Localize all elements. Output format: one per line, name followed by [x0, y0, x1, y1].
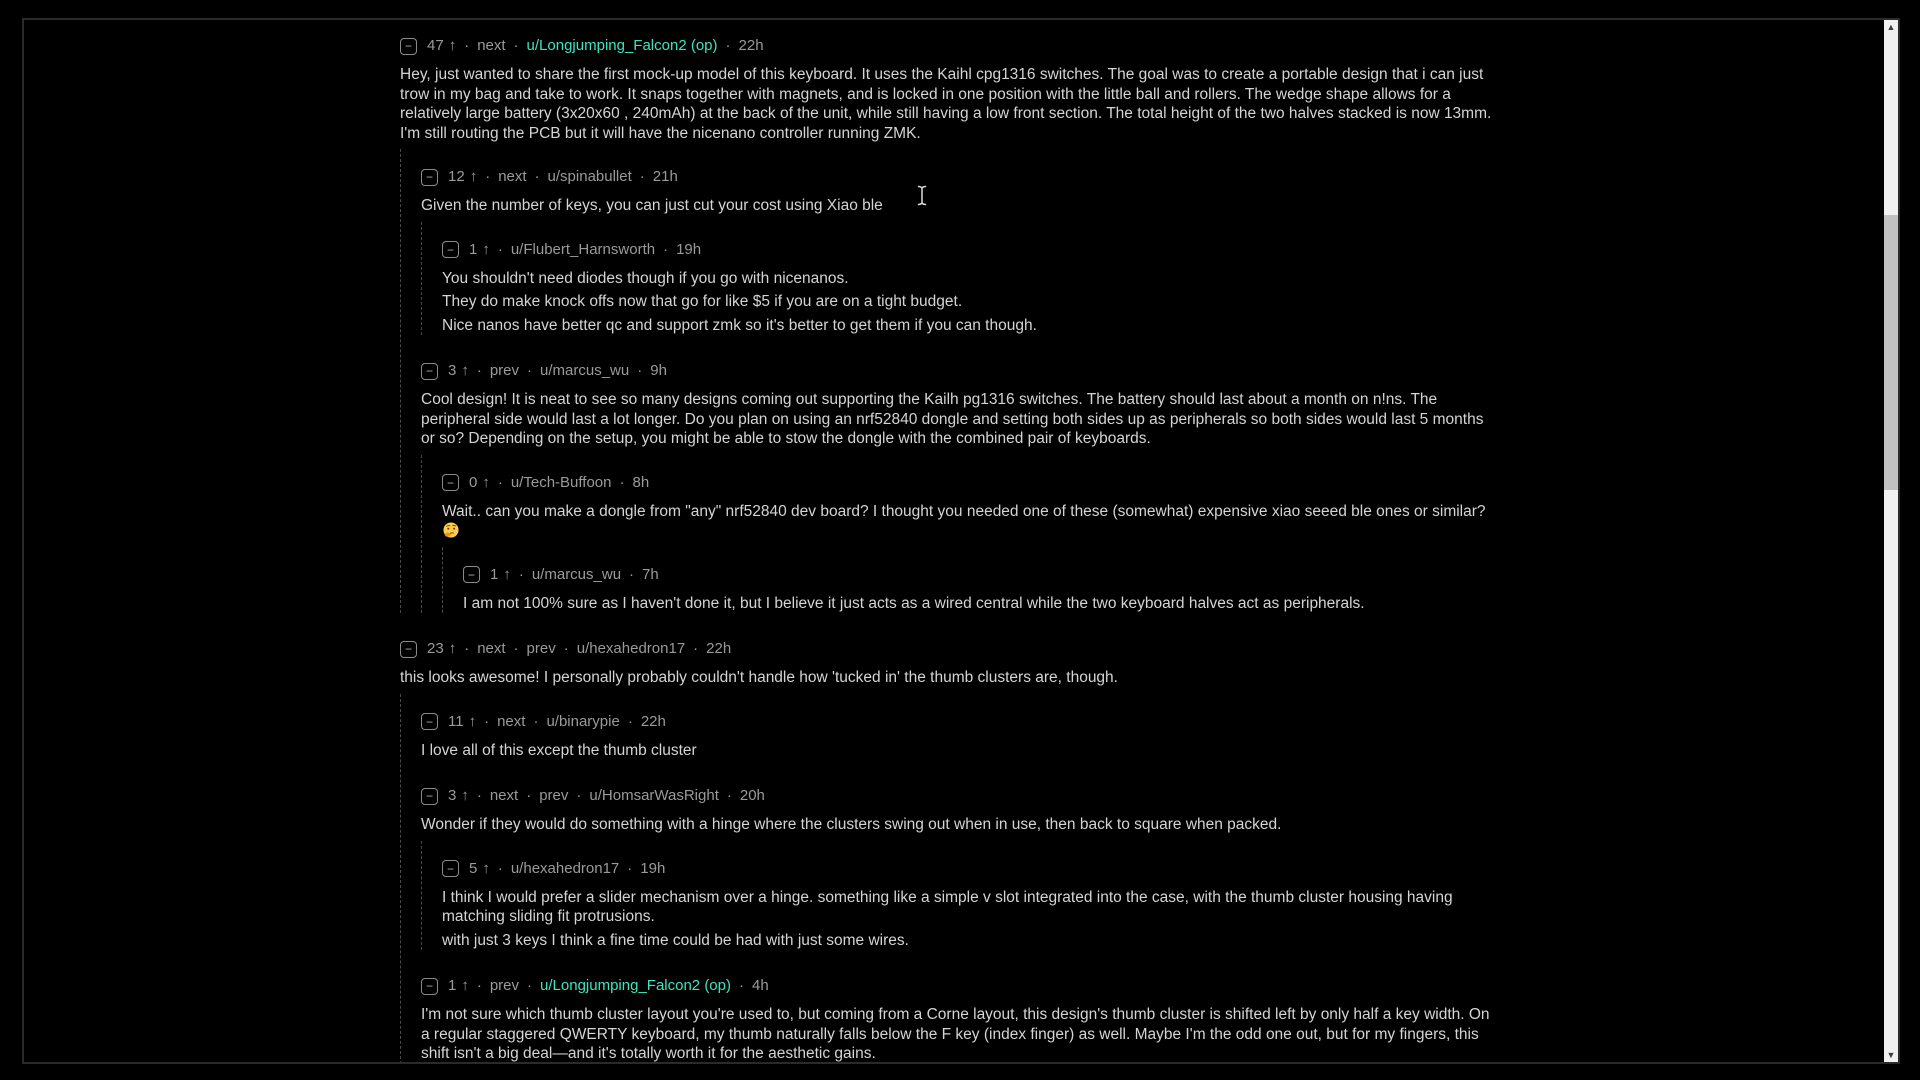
- vote-count: [448, 786, 469, 806]
- paragraph-text: They do make knock offs now that go for like $5 if you are on a tight budget.: [442, 293, 963, 310]
- comment: [400, 639, 1500, 1064]
- next-link[interactable]: next: [477, 37, 506, 54]
- comment-paragraph: [421, 741, 1500, 761]
- comment-body: [421, 1005, 1500, 1064]
- comment-paragraph: [442, 316, 1500, 336]
- paragraph-text: Wait.. can you make a dongle from "any" nrf52840 dev board? I thought you needed one of these (somewhat) expensive xiao seeed ble ones or similar?: [442, 502, 1486, 520]
- vote-number: 1: [448, 977, 457, 994]
- comment: [421, 786, 1500, 950]
- paragraph-text: I love all of this except the thumb cluster: [421, 741, 697, 759]
- prev-link[interactable]: prev: [539, 787, 569, 804]
- separator-dot: ·: [497, 240, 503, 258]
- comment-paragraph: [421, 196, 1500, 216]
- scroll-up-button[interactable]: [1884, 20, 1898, 34]
- separator-dot: ·: [526, 787, 532, 804]
- separator-dot: ·: [476, 977, 482, 994]
- vote-count: [448, 976, 469, 996]
- comment-body: [442, 888, 1500, 951]
- collapse-button[interactable]: −: [442, 474, 459, 491]
- paragraph-text: Hey, just wanted to share the first mock-up model of this keyboard. It uses the Kaihl cpg1316 switches. The goal was to create a portable design that i can just trow in my bag and take to work. It snaps together with magnets, and is locked in one position with the little ball and rollers. The wedge shape allows for a relatively large battery (3x20x60 , 240mAh) at the back of the unit, while still having a low front section. The total height of the two halves stacked is now 13mm. I'm still routing the PCB but it will have the nicenano controller running ZMK.: [400, 66, 1492, 142]
- separator-dot: ·: [485, 168, 491, 185]
- separator-dot: ·: [639, 168, 645, 185]
- upvote-arrow-icon: ↑: [461, 787, 469, 804]
- comment-paragraph: [442, 888, 1500, 927]
- timestamp: 4h: [752, 977, 769, 994]
- paragraph-text: with just 3 keys I think a fine time could be had with just some wires.: [442, 931, 909, 949]
- separator-dot: ·: [627, 712, 633, 730]
- vote-number: 5: [469, 859, 478, 877]
- vote-number: 11: [448, 712, 464, 730]
- comment-header: [421, 361, 1500, 381]
- separator-dot: ·: [739, 977, 744, 994]
- collapse-button[interactable]: −: [442, 860, 459, 877]
- comment-header: [421, 167, 1500, 187]
- upvote-arrow-icon: ↑: [468, 712, 477, 730]
- scroll-down-button[interactable]: [1884, 1048, 1898, 1062]
- timestamp: 21h: [652, 168, 678, 185]
- timestamp: 9h: [650, 362, 667, 379]
- next-link[interactable]: next: [477, 640, 506, 657]
- separator-dot: ·: [497, 473, 503, 491]
- content-frame: [22, 18, 1900, 1064]
- separator-dot: ·: [563, 640, 569, 657]
- vote-number: 1: [490, 565, 499, 583]
- separator-dot: ·: [464, 37, 470, 54]
- vote-count: [469, 473, 490, 493]
- separator-dot: ·: [513, 640, 519, 657]
- username-link[interactable]: u/marcus_wu: [540, 362, 630, 379]
- comment-body: [463, 594, 1500, 614]
- collapse-button[interactable]: −: [421, 169, 438, 186]
- comment: [421, 361, 1500, 613]
- upvote-arrow-icon: ↑: [503, 565, 511, 583]
- comment-header: [421, 712, 1500, 732]
- paragraph-text: this looks awesome! I personally probably couldn't handle how 'tucked in' the thumb clusters are, though.: [400, 669, 1118, 686]
- upvote-arrow-icon: ↑: [482, 473, 490, 491]
- paragraph-text: Cool design! It is neat to see so many designs coming out supporting the Kailh pg1316 switches. The battery should last about a month on n!ns. The peripheral side would last a lot longer. Do you plan on using an nrf52840 dongle and setting both sides up as peripherals so both sides would last 5 months or so? Depending on the setup, you might be able to stow the dongle with the combined pair of keyboards.: [421, 391, 1484, 447]
- separator-dot: ·: [693, 640, 699, 657]
- vote-count: [469, 240, 490, 260]
- timestamp: 19h: [640, 859, 666, 877]
- timestamp: 22h: [640, 712, 666, 730]
- separator-dot: ·: [726, 787, 732, 804]
- collapse-button[interactable]: −: [400, 641, 417, 658]
- separator-dot: ·: [576, 787, 582, 804]
- replies-thread: [421, 455, 1500, 614]
- vote-count: [448, 361, 469, 381]
- separator-dot: ·: [484, 712, 490, 730]
- next-link[interactable]: next: [489, 787, 519, 804]
- separator-dot: ·: [513, 37, 519, 54]
- separator-dot: ·: [619, 473, 625, 491]
- vote-count: [427, 36, 456, 56]
- comment: [421, 712, 1500, 761]
- separator-dot: ·: [534, 168, 540, 185]
- username-link[interactable]: u/HomsarWasRight: [589, 787, 719, 804]
- collapse-button[interactable]: −: [463, 566, 480, 583]
- vote-count: [427, 639, 456, 659]
- vote-number: 12: [448, 168, 465, 185]
- separator-dot: ·: [527, 977, 533, 994]
- comment-header: [400, 639, 1500, 659]
- comment: [442, 240, 1500, 336]
- username-link[interactable]: u/hexahedron17: [576, 640, 686, 657]
- comment-body: [421, 196, 1500, 216]
- separator-dot: ·: [527, 362, 533, 379]
- replies-thread: [400, 694, 1500, 1064]
- comment-paragraph: [442, 269, 1500, 289]
- timestamp: 8h: [632, 473, 650, 491]
- separator-dot: ·: [663, 240, 669, 258]
- replies-thread: [442, 547, 1500, 614]
- comment-body: [421, 741, 1500, 761]
- comment-paragraph: [421, 815, 1500, 835]
- timestamp: 22h: [738, 37, 764, 54]
- username-link[interactable]: u/Flubert_Harnsworth: [510, 240, 656, 258]
- upvote-arrow-icon: ↑: [448, 640, 457, 657]
- comment-body: [421, 815, 1500, 835]
- scrollbar[interactable]: [1884, 20, 1898, 1062]
- comment-header: [421, 786, 1500, 806]
- paragraph-text: You shouldn't need diodes though if you go with nicenanos.: [442, 269, 849, 287]
- separator-dot: ·: [518, 565, 524, 583]
- prev-link[interactable]: prev: [489, 977, 520, 994]
- collapse-button[interactable]: −: [442, 241, 459, 258]
- comment-thread: [400, 20, 1500, 1064]
- vote-count: [469, 859, 490, 879]
- paragraph-text: I'm not sure which thumb cluster layout you're used to, but coming from a Corne layout, this design's thumb cluster is shifted left by only half a key width. On a regular staggered QWERTY keyboard, my thumb naturally falls below the F key (index finger) as well. Maybe I'm the odd one out, but for my fingers, this shift isn't a big deal—and it's totally worth it for the aesthetic gains.: [421, 1006, 1490, 1062]
- vote-number: 3: [448, 787, 457, 804]
- next-link[interactable]: next: [497, 712, 526, 730]
- upvote-arrow-icon: ↑: [482, 859, 490, 877]
- next-link[interactable]: next: [498, 168, 527, 185]
- comment: [400, 36, 1500, 613]
- comment: [442, 473, 1500, 614]
- comment-header: [421, 976, 1500, 996]
- comment-paragraph: [421, 1005, 1500, 1064]
- collapse-button[interactable]: −: [421, 363, 438, 380]
- comment-body: [421, 390, 1500, 449]
- paragraph-text: Wonder if they would do something with a hinge where the clusters swing out when in use, then back to square when packed.: [421, 816, 1282, 833]
- comment-paragraph: [421, 390, 1500, 449]
- comment-paragraph: [463, 594, 1500, 614]
- paragraph-text: Nice nanos have better qc and support zmk so it's better to get them if you can though.: [442, 316, 1037, 334]
- comment-paragraph: [400, 668, 1500, 688]
- upvote-arrow-icon: ↑: [482, 240, 490, 258]
- vote-number: 23: [427, 640, 444, 657]
- comment: [421, 167, 1500, 335]
- comment-body: [400, 65, 1500, 143]
- comment-header: [463, 565, 1500, 585]
- comment-header: [442, 473, 1500, 493]
- thinking-face-emoji: [443, 522, 459, 538]
- prev-link[interactable]: prev: [526, 640, 556, 657]
- timestamp: 7h: [642, 565, 659, 583]
- vote-number: 47: [427, 37, 444, 54]
- comment-body: [442, 502, 1500, 541]
- comment-paragraph: [400, 65, 1500, 143]
- collapse-button[interactable]: −: [421, 978, 438, 995]
- separator-dot: ·: [629, 565, 635, 583]
- separator-dot: ·: [476, 787, 482, 804]
- timestamp: 22h: [706, 640, 732, 657]
- replies-thread: [400, 149, 1500, 613]
- paragraph-text: I think I would prefer a slider mechanism over a hinge. something like a simple v slot integrated into the case, with the thumb cluster housing having matching sliding fit protrusions.: [442, 888, 1453, 925]
- vote-number: 0: [469, 473, 478, 491]
- username-link[interactable]: u/spinabullet: [547, 168, 632, 185]
- username-link[interactable]: u/hexahedron17: [510, 859, 620, 877]
- separator-dot: ·: [725, 37, 731, 54]
- username-link[interactable]: u/Tech-Buffoon: [510, 473, 612, 491]
- vote-number: 1: [469, 240, 478, 258]
- comment-body: [400, 668, 1500, 688]
- replies-thread: [421, 841, 1500, 951]
- username-link[interactable]: u/Longjumping_Falcon2 (op): [526, 37, 718, 54]
- separator-dot: ·: [497, 859, 503, 877]
- separator-dot: ·: [637, 362, 643, 379]
- comment: [463, 565, 1500, 614]
- collapse-button[interactable]: −: [421, 788, 438, 805]
- comment-body: [442, 269, 1500, 336]
- collapse-button[interactable]: −: [400, 38, 417, 55]
- upvote-arrow-icon: ↑: [461, 362, 469, 379]
- username-link[interactable]: u/binarypie: [546, 712, 620, 730]
- scroll-up-arrow-icon: ▲: [1886, 22, 1896, 32]
- username-link[interactable]: u/marcus_wu: [531, 565, 622, 583]
- comment-paragraph: [442, 931, 1500, 951]
- comment: [442, 859, 1500, 951]
- replies-thread: [421, 222, 1500, 336]
- comment-paragraph: [442, 502, 1500, 541]
- upvote-arrow-icon: ↑: [448, 37, 457, 54]
- comment: [421, 976, 1500, 1064]
- comment-paragraph: [442, 292, 1500, 312]
- scroll-down-arrow-icon: ▼: [1886, 1050, 1896, 1060]
- upvote-arrow-icon: ↑: [469, 168, 478, 185]
- vote-count: [490, 565, 511, 585]
- collapse-button[interactable]: −: [421, 713, 438, 730]
- prev-link[interactable]: prev: [489, 362, 520, 379]
- timestamp: 19h: [676, 240, 702, 258]
- separator-dot: ·: [533, 712, 539, 730]
- comment-header: [442, 859, 1500, 879]
- scrollbar-thumb[interactable]: [1884, 215, 1898, 490]
- paragraph-text: Given the number of keys, you can just cut your cost using Xiao ble: [421, 197, 883, 214]
- comment-header: [400, 36, 1500, 56]
- separator-dot: ·: [476, 362, 482, 379]
- upvote-arrow-icon: ↑: [461, 977, 469, 994]
- separator-dot: ·: [627, 859, 633, 877]
- username-link[interactable]: u/Longjumping_Falcon2 (op): [540, 977, 731, 994]
- comment-header: [442, 240, 1500, 260]
- vote-count: [448, 167, 477, 187]
- vote-count: [448, 712, 476, 732]
- separator-dot: ·: [464, 640, 470, 657]
- timestamp: 20h: [739, 787, 765, 804]
- vote-number: 3: [448, 362, 457, 379]
- paragraph-text: I am not 100% sure as I haven't done it, but I believe it just acts as a wired central while the two keyboard halves act as peripherals.: [463, 594, 1365, 612]
